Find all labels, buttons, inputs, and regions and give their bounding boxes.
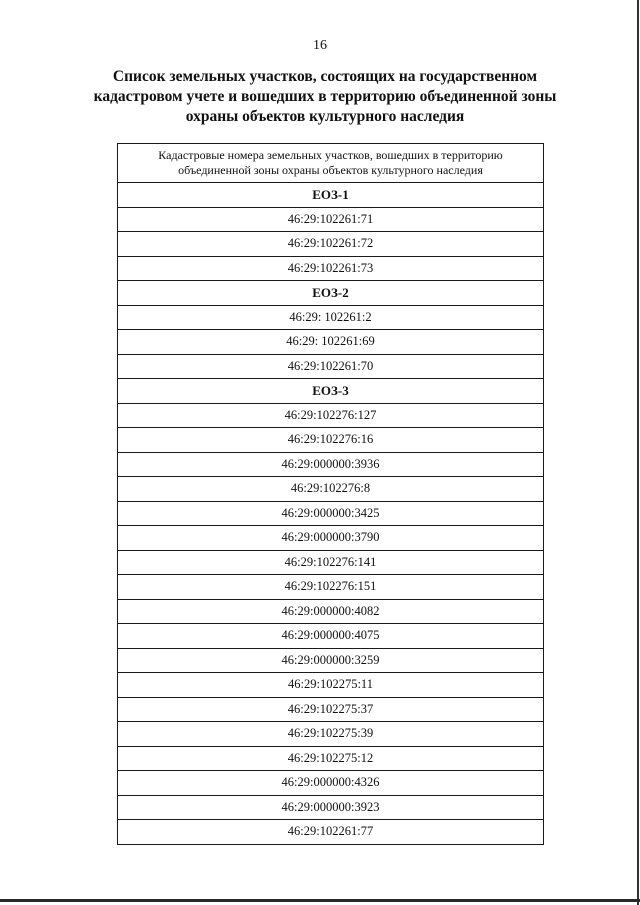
zone-label: ЕОЗ-1 [118, 183, 544, 208]
cadastral-number: 46:29:102261:72 [118, 232, 544, 257]
table-row [118, 403, 544, 428]
cadastral-number: 46:29:000000:3425 [118, 501, 544, 526]
header-line: объединенной зоны охраны объектов культурного наследия [178, 163, 483, 177]
title-line: кадастровом учете и вошедших в территорию объединенной зоны [93, 88, 557, 105]
cadastral-number: 46:29:000000:3259 [118, 648, 544, 673]
table-row [118, 207, 544, 232]
cadastral-number: 46:29:000000:3790 [118, 526, 544, 551]
title-line: Список земельных участков, состоящих на государственном [112, 68, 538, 85]
document-title [90, 67, 560, 127]
table-row [118, 624, 544, 649]
cadastral-number: 46:29: 102261:69 [118, 330, 544, 355]
table-row [118, 305, 544, 330]
table-row [118, 354, 544, 379]
header-line: Кадастровые номера земельных участков, вошедших в территорию [158, 148, 503, 162]
table-row [118, 526, 544, 551]
page-number: 16 [313, 38, 327, 53]
zone-group-row [118, 281, 544, 306]
table-row [118, 771, 544, 796]
cadastral-number: 46:29:102261:77 [118, 820, 544, 845]
table-header-row [118, 144, 544, 183]
cadastral-number: 46:29:102276:151 [118, 575, 544, 600]
cadastral-number: 46:29:102261:70 [118, 354, 544, 379]
table-header-cell [118, 144, 544, 183]
table-row [118, 256, 544, 281]
table-row [118, 452, 544, 477]
table-row [118, 795, 544, 820]
cadastral-number: 46:29:102261:71 [118, 207, 544, 232]
cadastral-number: 46:29:102275:39 [118, 722, 544, 747]
table-row [118, 232, 544, 257]
table-row [118, 550, 544, 575]
zone-label: ЕОЗ-2 [118, 281, 544, 306]
cadastral-number: 46:29: 102261:2 [118, 305, 544, 330]
cadastral-numbers-table [117, 143, 544, 845]
cadastral-number: 46:29:102275:12 [118, 746, 544, 771]
table-row [118, 501, 544, 526]
cadastral-number: 46:29:000000:4075 [118, 624, 544, 649]
table-row [118, 673, 544, 698]
cadastral-number: 46:29:000000:3936 [118, 452, 544, 477]
cadastral-number: 46:29:102276:8 [118, 477, 544, 502]
table-row [118, 820, 544, 845]
cadastral-number: 46:29:102276:127 [118, 403, 544, 428]
table-row [118, 722, 544, 747]
table-row [118, 428, 544, 453]
cadastral-number: 46:29:102275:37 [118, 697, 544, 722]
zone-group-row [118, 379, 544, 404]
title-line: охраны объектов культурного наследия [185, 108, 465, 125]
table-row [118, 746, 544, 771]
cadastral-number: 46:29:000000:3923 [118, 795, 544, 820]
cadastral-number: 46:29:102276:141 [118, 550, 544, 575]
cadastral-number: 46:29:102275:11 [118, 673, 544, 698]
table-row [118, 477, 544, 502]
cadastral-number: 46:29:000000:4326 [118, 771, 544, 796]
table-row [118, 575, 544, 600]
cadastral-number: 46:29:102276:16 [118, 428, 544, 453]
cadastral-number: 46:29:000000:4082 [118, 599, 544, 624]
table-row [118, 697, 544, 722]
table-body [118, 183, 544, 845]
scan-edge-bottom [0, 899, 640, 902]
zone-label: ЕОЗ-3 [118, 379, 544, 404]
table-row [118, 599, 544, 624]
table-row [118, 648, 544, 673]
scan-edge-right [637, 0, 639, 905]
zone-group-row [118, 183, 544, 208]
table-row [118, 330, 544, 355]
cadastral-number: 46:29:102261:73 [118, 256, 544, 281]
